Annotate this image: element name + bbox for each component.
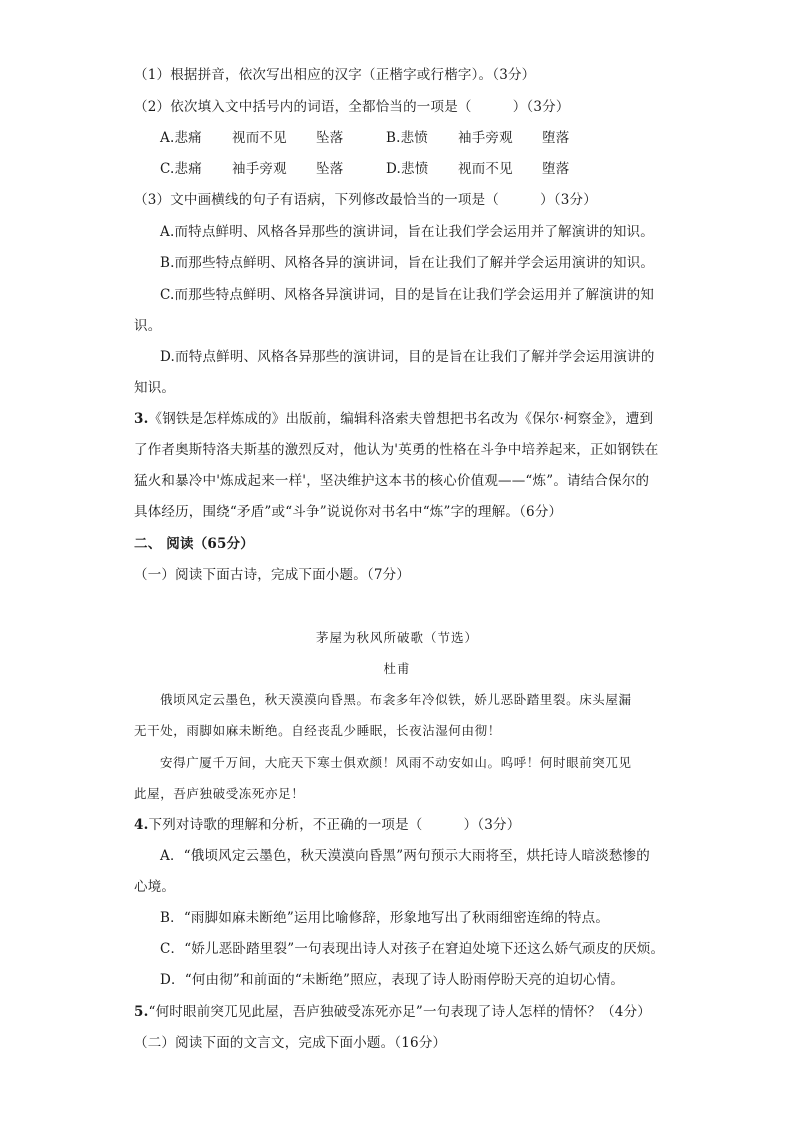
option-b-word2: 袖手旁观 (458, 130, 513, 146)
question-4-stem (134, 815, 520, 835)
option-c-word1: C.悲痛 (160, 161, 202, 177)
poem-stanza-1-line-1: 俄顷风定云墨色，秋天漠漠向昏黑。布衾多年冷似铁，娇儿恶卧踏里裂。床头屋漏 (160, 692, 632, 707)
section-part-1-instruction: （一）阅读下面古诗，完成下面小题。（7分） (134, 567, 411, 583)
poem-stanza-1-line-2: 无干处，雨脚如麻未断绝。自经丧乱少睡眠，长夜沾湿何由彻！ (134, 723, 501, 738)
question-5-number: 5. (134, 1004, 149, 1020)
question-3-line-2: 了作者奥斯特洛夫斯基的激烈反对，他认为'英勇的性格在斗争中培养起来，正如钢铁在 (134, 442, 659, 458)
question-3-number: 3. (134, 411, 149, 427)
section-heading-reading: 二、 阅读（65分） (134, 536, 254, 552)
option-a-word2: 视而不见 (232, 130, 287, 146)
subquestion-3-option-d-cont: 知识。 (134, 380, 176, 396)
poem-stanza-2-line-2: 此屋，吾庐独破受冻死亦足！ (134, 786, 305, 801)
option-b-word3: 堕落 (542, 130, 570, 146)
question-4-option-a: A．“俄顷风定云墨色，秋天漠漠向昏黑”两句预示大雨将至，烘托诗人暗淡愁惨的 (160, 848, 650, 864)
section-part-2-instruction: （二）阅读下面的文言文，完成下面小题。（16分） (134, 1035, 447, 1051)
poem-title: 茅屋为秋风所破歌（节选） (315, 630, 478, 645)
option-b-word1: B.悲愤 (386, 130, 429, 146)
question-3-text: 《钢铁是怎样炼成的》出版前，编辑科洛索夫曾想把书名改为《保尔·柯察金》，遭到 (148, 411, 654, 427)
question-3-line-1 (134, 409, 653, 429)
option-a-word3: 坠落 (316, 130, 344, 146)
option-d-word2: 视而不见 (458, 161, 513, 177)
option-d-word1: D.悲愤 (386, 161, 429, 177)
subquestion-3-option-c: C.而那些特点鲜明、风格各异演讲词，目的是旨在让我们学会运用并了解演讲的知 (160, 287, 655, 303)
question-3-line-4: 具体经历，围绕“矛盾”或“斗争”说说你对书名中“炼”字的理解。（6分） (134, 504, 563, 520)
subquestion-1: （1）根据拼音，依次写出相应的汉字（正楷字或行楷字）。（3分） (134, 67, 536, 83)
option-c-word2: 袖手旁观 (232, 161, 287, 177)
question-4-option-a-cont: 心境。 (134, 879, 176, 895)
poem-stanza-2-line-1: 安得广厦千万间，大庇天下寒士俱欢颜！风雨不动安如山。呜呼！何时眼前突兀见 (160, 755, 632, 770)
option-a-word1: A.悲痛 (160, 130, 202, 146)
question-4-option-b: B．“雨脚如麻未断绝”运用比喻修辞，形象地写出了秋雨细密连绵的特点。 (160, 910, 610, 926)
question-5-text: “何时眼前突兀见此屋，吾庐独破受冻死亦足”一句表现了诗人怎样的情怀？（4分） (148, 1004, 651, 1020)
question-4-text: 下列对诗歌的理解和分析，不正确的一项是（ ）（3分） (148, 817, 521, 833)
option-c-word3: 坠落 (316, 161, 344, 177)
poem-author: 杜甫 (383, 661, 411, 676)
option-d-word3: 堕落 (542, 161, 570, 177)
subquestion-2: （2）依次填入文中括号内的词语，全都恰当的一项是（ ）（3分） (134, 99, 570, 115)
option-row-cd (160, 159, 569, 179)
option-row-ab (160, 128, 569, 148)
question-3-line-3: 猛火和暴冷中'炼成起来一样'，坚决维护这本书的核心价值观——“炼”。请结合保尔的 (134, 473, 650, 489)
subquestion-3-option-a: A.而特点鲜明、风格各异那些的演讲词，旨在让我们学会运用并了解演讲的知识。 (160, 224, 654, 240)
subquestion-3: （3）文中画横线的句子有语病，下列修改最恰当的一项是（ ）（3分） (134, 192, 597, 208)
subquestion-3-option-d: D.而特点鲜明、风格各异那些的演讲词，目的是旨在让我们了解并学会运用演讲的 (160, 349, 655, 365)
question-4-option-d: D．“何由彻”和前面的“未断绝”照应，表现了诗人盼雨停盼天亮的迫切心情。 (160, 972, 625, 988)
question-4-number: 4. (134, 817, 149, 833)
subquestion-3-option-b: B.而那些特点鲜明、风格各异的演讲词，旨在让我们了解并学会运用演讲的知识。 (160, 255, 655, 271)
subquestion-3-option-c-cont: 识。 (134, 318, 162, 334)
question-4-option-c: C．“娇儿恶卧踏里裂”一句表现出诗人对孩子在窘迫处境下还这么娇气顽皮的厌烦。 (160, 941, 665, 957)
question-5 (134, 1002, 651, 1022)
